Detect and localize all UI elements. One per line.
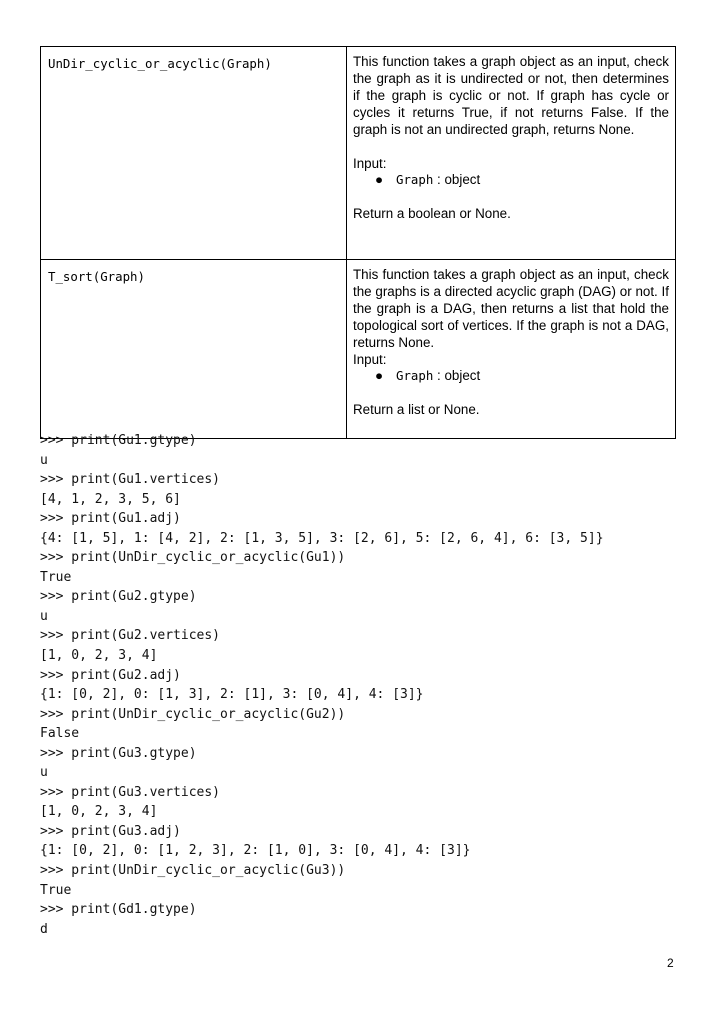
return-text: Return a list or None. [353, 402, 480, 418]
console-line: >>> print(Gu2.gtype) [40, 589, 197, 605]
console-line: >>> print(Gu3.adj) [40, 823, 181, 839]
console-line: >>> print(UnDir_cyclic_or_acyclic(Gu3)) [40, 863, 346, 879]
function-description-cell [347, 47, 676, 260]
param-name: Graph [396, 172, 434, 188]
page-number: 2 [667, 956, 674, 970]
console-line: >>> print(Gu3.vertices) [40, 784, 221, 800]
console-line: [1, 0, 2, 3, 4] [40, 648, 158, 664]
console-line: True [40, 882, 72, 898]
function-description: This function takes a graph object as an input, check the graph as it is undirected or not, then determines if the graph is cyclic or not. If graph has cycle or cycles it returns True, if not returns False. If the graph is not an undirected graph, returns None. [353, 54, 669, 137]
function-signature: T_sort(Graph) [41, 260, 347, 439]
console-line: {4: [1, 5], 1: [4, 2], 2: [1, 3, 5], 3: [2, 6], 5: [2, 6, 4], 6: [3, 5]} [40, 530, 604, 546]
console-line: >>> print(Gd1.gtype) [40, 902, 197, 918]
console-line: {1: [0, 2], 0: [1, 3], 2: [1], 3: [0, 4], 4: [3]} [40, 687, 424, 703]
function-table [40, 46, 676, 439]
param-type: : object [437, 172, 481, 188]
param-item [353, 368, 669, 385]
table-row [41, 260, 676, 439]
console-line: [4, 1, 2, 3, 5, 6] [40, 491, 181, 507]
bullet-icon: ● [375, 368, 384, 384]
input-label: Input: [353, 155, 387, 171]
console-line: False [40, 726, 80, 742]
return-text: Return a boolean or None. [353, 206, 511, 222]
console-line: u [40, 452, 48, 468]
console-line: >>> print(Gu2.vertices) [40, 628, 221, 644]
console-line: >>> print(Gu1.gtype) [40, 433, 197, 448]
console-output [40, 431, 604, 939]
function-description: This function takes a graph object as an input, check the graphs is a directed acyclic graph (DAG) or not. If the graph is a DAG, then returns a list that hold the topological sort of vertices. If the graph is not a DAG, returns None. [353, 267, 669, 350]
console-line: >>> print(Gu2.adj) [40, 667, 181, 683]
console-line: u [40, 608, 48, 624]
param-type: : object [437, 368, 481, 384]
console-line: {1: [0, 2], 0: [1, 2, 3], 2: [1, 0], 3: [0, 4], 4: [3]} [40, 843, 471, 859]
console-line: >>> print(Gu3.gtype) [40, 745, 197, 761]
function-signature: UnDir_cyclic_or_acyclic(Graph) [41, 47, 347, 260]
function-description-cell [347, 260, 676, 439]
console-line: >>> print(Gu1.adj) [40, 511, 181, 527]
input-label: Input: [353, 351, 387, 367]
console-line: True [40, 569, 72, 585]
table-row [41, 47, 676, 260]
console-line: >>> print(UnDir_cyclic_or_acyclic(Gu2)) [40, 706, 346, 722]
param-item [353, 172, 669, 189]
bullet-icon: ● [375, 172, 384, 188]
console-line: [1, 0, 2, 3, 4] [40, 804, 158, 820]
console-line: d [40, 921, 48, 937]
console-line: >>> print(UnDir_cyclic_or_acyclic(Gu1)) [40, 550, 346, 566]
console-line: u [40, 765, 48, 781]
console-line: >>> print(Gu1.vertices) [40, 472, 221, 488]
param-name: Graph [396, 368, 434, 384]
